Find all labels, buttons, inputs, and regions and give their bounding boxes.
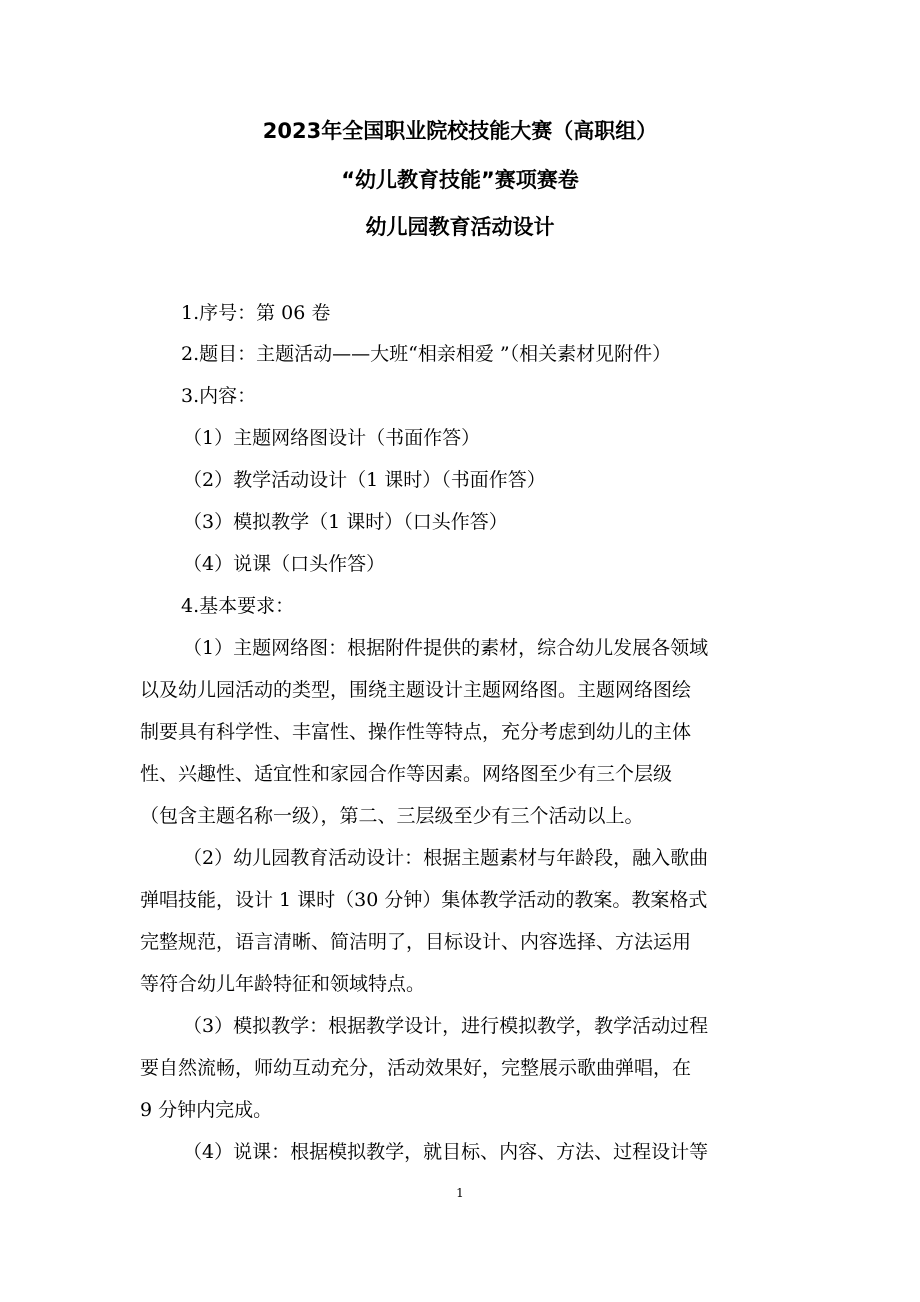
requirement-2-line-1: （2）幼儿园教育活动设计：根据主题素材与年龄段，融入歌曲	[183, 847, 709, 869]
item-topic: 2.题目：主题活动——大班“相亲相爱 ”（相关素材见附件）	[181, 343, 672, 365]
requirement-2-line-2: 弹唱技能，设计 1 课时（30 分钟）集体教学活动的教案。教案格式	[140, 889, 708, 911]
requirement-1-line-4: 性、兴趣性、适宜性和家园合作等因素。网络图至少有三个层级	[140, 763, 673, 785]
requirement-1-line-2: 以及幼儿园活动的类型，围绕主题设计主题网络图。主题网络图绘	[140, 679, 692, 701]
item-content-3: （3）模拟教学（1 课时）（口头作答）	[183, 511, 508, 533]
requirement-2-line-4: 等符合幼儿年龄特征和领域特点。	[140, 973, 426, 995]
requirement-3-line-3: 9 分钟内完成。	[140, 1099, 273, 1121]
item-serial: 1.序号：第 06 卷	[181, 302, 331, 324]
requirement-3-line-2: 要自然流畅，师幼互动充分，活动效果好，完整展示歌曲弹唱，在	[140, 1057, 692, 1079]
requirement-4-line-1: （4）说课：根据模拟教学，就目标、内容、方法、过程设计等	[183, 1141, 709, 1163]
requirement-1-line-5: （包含主题名称一级），第二、三层级至少有三个活动以上。	[140, 805, 644, 827]
title-section: 幼儿园教育活动设计	[365, 215, 555, 239]
item-content-2: （2）教学活动设计（1 课时）（书面作答）	[183, 469, 546, 491]
item-content-4: （4）说课（口头作答）	[183, 553, 386, 575]
title-competition: 2023年全国职业院校技能大赛（高职组）	[262, 119, 658, 143]
item-content-1: （1）主题网络图设计（书面作答）	[183, 427, 481, 449]
requirement-1-line-3: 制要具有科学性、丰富性、操作性等特点，充分考虑到幼儿的主体	[140, 721, 692, 743]
item-content-heading: 3.内容：	[181, 385, 257, 407]
requirement-3-line-1: （3）模拟教学：根据教学设计，进行模拟教学，教学活动过程	[183, 1015, 709, 1037]
item-requirements-heading: 4.基本要求：	[181, 595, 295, 617]
requirement-1-line-1: （1）主题网络图：根据附件提供的素材，综合幼儿发展各领域	[183, 637, 709, 659]
title-event: “幼儿教育技能”赛项赛卷	[341, 168, 579, 192]
page-number: 1	[456, 1186, 464, 1200]
requirement-2-line-3: 完整规范，语言清晰、简洁明了，目标设计、内容选择、方法运用	[140, 931, 692, 953]
